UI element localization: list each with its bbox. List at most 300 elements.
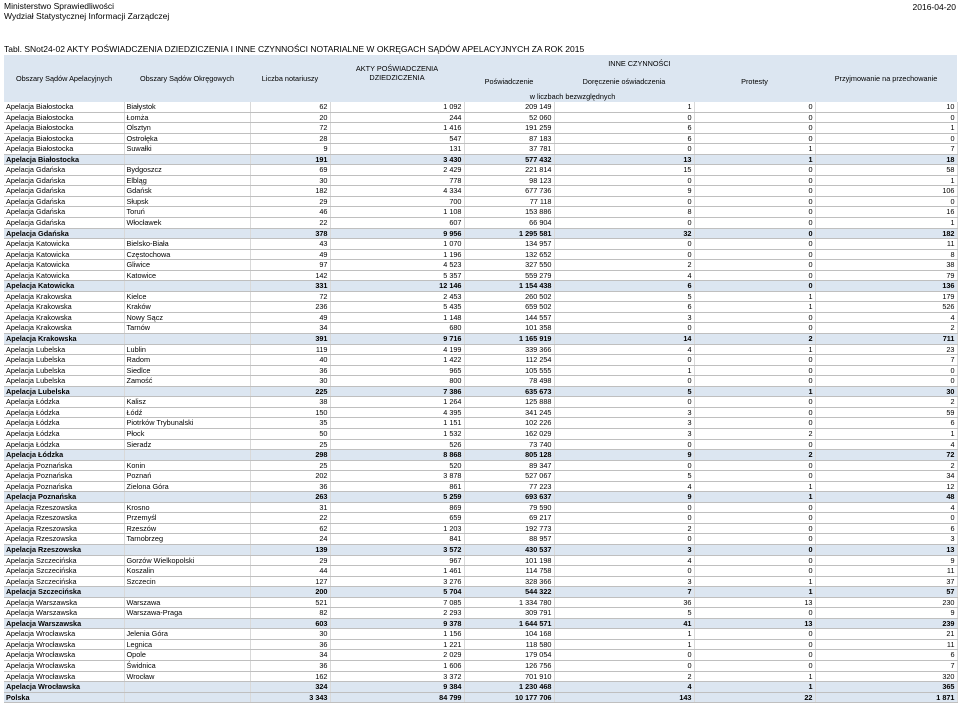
acts-cell: 5 259 xyxy=(330,492,464,503)
district-cell: Elbląg xyxy=(124,175,250,186)
notaries-cell: 200 xyxy=(250,587,330,598)
district-cell: Płock xyxy=(124,428,250,439)
protests-cell: 0 xyxy=(694,471,815,482)
protests-cell: 0 xyxy=(694,639,815,650)
protests-cell: 0 xyxy=(694,165,815,176)
deposit-cell: 182 xyxy=(815,228,957,239)
deposit-cell: 1 xyxy=(815,123,957,134)
deposit-cell: 30 xyxy=(815,386,957,397)
table-row xyxy=(4,650,957,661)
subtotal-row xyxy=(4,544,957,555)
appeal-cell: Apelacja Łódzka xyxy=(4,428,124,439)
delivery-cell: 13 xyxy=(554,154,694,165)
table-row xyxy=(4,555,957,566)
notaries-cell: 62 xyxy=(250,523,330,534)
ministry-name: Ministerstwo Sprawiedliwości xyxy=(4,1,115,11)
deposit-cell: 0 xyxy=(815,196,957,207)
deposit-cell: 72 xyxy=(815,450,957,461)
protests-cell: 0 xyxy=(694,260,815,271)
acts-cell: 1 108 xyxy=(330,207,464,218)
notaries-cell: 127 xyxy=(250,576,330,587)
district-cell: Kraków xyxy=(124,302,250,313)
delivery-cell: 3 xyxy=(554,418,694,429)
notaries-cell: 72 xyxy=(250,123,330,134)
delivery-cell: 0 xyxy=(554,112,694,123)
protests-cell: 0 xyxy=(694,502,815,513)
acts-cell: 680 xyxy=(330,323,464,334)
cert-cell: 1 295 581 xyxy=(464,228,554,239)
notaries-cell: 31 xyxy=(250,502,330,513)
deposit-cell: 48 xyxy=(815,492,957,503)
cert-cell: 52 060 xyxy=(464,112,554,123)
appeal-cell: Apelacja Lubelska xyxy=(4,365,124,376)
table-row xyxy=(4,397,957,408)
protests-cell: 0 xyxy=(694,460,815,471)
district-cell: Kielce xyxy=(124,291,250,302)
protests-cell: 2 xyxy=(694,428,815,439)
district-cell: Poznań xyxy=(124,471,250,482)
acts-cell: 800 xyxy=(330,376,464,387)
table-row xyxy=(4,249,957,260)
deposit-cell: 8 xyxy=(815,249,957,260)
appeal-cell: Apelacja Lubelska xyxy=(4,376,124,387)
acts-cell: 4 199 xyxy=(330,344,464,355)
appeal-cell: Apelacja Białostocka xyxy=(4,154,124,165)
cert-cell: 101 358 xyxy=(464,323,554,334)
cert-cell: 328 366 xyxy=(464,576,554,587)
deposit-cell: 11 xyxy=(815,239,957,250)
acts-cell: 869 xyxy=(330,502,464,513)
protests-cell: 13 xyxy=(694,597,815,608)
appeal-cell: Apelacja Katowicka xyxy=(4,270,124,281)
subtotal-row xyxy=(4,334,957,345)
deposit-cell: 37 xyxy=(815,576,957,587)
cert-cell: 544 322 xyxy=(464,587,554,598)
cert-cell: 659 502 xyxy=(464,302,554,313)
appeal-cell: Apelacja Warszawska xyxy=(4,597,124,608)
deposit-cell: 13 xyxy=(815,544,957,555)
cert-cell: 701 910 xyxy=(464,671,554,682)
cert-cell: 69 217 xyxy=(464,513,554,524)
delivery-cell: 0 xyxy=(554,660,694,671)
notaries-cell: 43 xyxy=(250,239,330,250)
col-header-acts: AKTY POŚWIADCZENIA DZIEDZICZENIA xyxy=(330,55,464,91)
cert-cell: 162 029 xyxy=(464,428,554,439)
delivery-cell: 14 xyxy=(554,334,694,345)
appeal-cell: Apelacja Gdańska xyxy=(4,186,124,197)
district-cell: Przemyśl xyxy=(124,513,250,524)
delivery-cell: 9 xyxy=(554,450,694,461)
deposit-cell: 16 xyxy=(815,207,957,218)
delivery-cell: 0 xyxy=(554,249,694,260)
notaries-cell: 35 xyxy=(250,418,330,429)
table-row xyxy=(4,344,957,355)
table-row xyxy=(4,407,957,418)
deposit-cell: 10 xyxy=(815,102,957,112)
table-row xyxy=(4,355,957,366)
delivery-cell: 0 xyxy=(554,397,694,408)
protests-cell: 0 xyxy=(694,112,815,123)
appeal-cell: Apelacja Wrocławska xyxy=(4,639,124,650)
delivery-cell: 0 xyxy=(554,439,694,450)
protests-cell: 1 xyxy=(694,492,815,503)
delivery-cell: 9 xyxy=(554,492,694,503)
notaries-cell: 25 xyxy=(250,439,330,450)
appeal-cell: Apelacja Warszawska xyxy=(4,618,124,629)
district-cell: Włocławek xyxy=(124,218,250,229)
district-cell xyxy=(124,450,250,461)
notaries-cell: 28 xyxy=(250,133,330,144)
protests-cell: 0 xyxy=(694,312,815,323)
notaries-cell: 3 343 xyxy=(250,692,330,703)
cert-cell: 179 054 xyxy=(464,650,554,661)
table-row xyxy=(4,671,957,682)
cert-cell: 1 230 468 xyxy=(464,682,554,693)
table-row xyxy=(4,418,957,429)
cert-cell: 805 128 xyxy=(464,450,554,461)
acts-cell: 1 606 xyxy=(330,660,464,671)
protests-cell: 0 xyxy=(694,629,815,640)
table-row xyxy=(4,428,957,439)
protests-cell: 1 xyxy=(694,481,815,492)
notaries-cell: 30 xyxy=(250,629,330,640)
protests-cell: 0 xyxy=(694,196,815,207)
table-row xyxy=(4,439,957,450)
district-cell: Szczecin xyxy=(124,576,250,587)
appeal-cell: Apelacja Krakowska xyxy=(4,291,124,302)
table-row xyxy=(4,112,957,123)
appeal-cell: Apelacja Poznańska xyxy=(4,481,124,492)
district-cell: Olsztyn xyxy=(124,123,250,134)
district-cell: Gorzów Wielkopolski xyxy=(124,555,250,566)
district-cell xyxy=(124,544,250,555)
delivery-cell: 143 xyxy=(554,692,694,703)
subtotal-row xyxy=(4,281,957,292)
notaries-cell: 72 xyxy=(250,291,330,302)
acts-cell: 841 xyxy=(330,534,464,545)
district-cell xyxy=(124,618,250,629)
delivery-cell: 7 xyxy=(554,587,694,598)
delivery-cell: 0 xyxy=(554,196,694,207)
table-row xyxy=(4,144,957,155)
cert-cell: 88 957 xyxy=(464,534,554,545)
table-row xyxy=(4,260,957,271)
total-row xyxy=(4,692,957,703)
notaries-cell: 391 xyxy=(250,334,330,345)
cert-cell: 1 165 919 xyxy=(464,334,554,345)
deposit-cell: 2 xyxy=(815,460,957,471)
protests-cell: 0 xyxy=(694,534,815,545)
col-header-cert: Poświadczenie xyxy=(464,71,554,91)
cert-cell: 89 347 xyxy=(464,460,554,471)
table-row xyxy=(4,207,957,218)
acts-cell: 7 386 xyxy=(330,386,464,397)
appeal-cell: Apelacja Łódzka xyxy=(4,450,124,461)
delivery-cell: 41 xyxy=(554,618,694,629)
district-cell: Rzeszów xyxy=(124,523,250,534)
acts-cell: 3 572 xyxy=(330,544,464,555)
acts-cell: 1 422 xyxy=(330,355,464,366)
appeal-cell: Apelacja Lubelska xyxy=(4,386,124,397)
acts-cell: 3 878 xyxy=(330,471,464,482)
col-header-district: Obszary Sądów Okręgowych xyxy=(124,55,250,102)
acts-cell: 2 453 xyxy=(330,291,464,302)
cert-cell: 144 557 xyxy=(464,312,554,323)
table-row xyxy=(4,376,957,387)
deposit-cell: 57 xyxy=(815,587,957,598)
deposit-cell: 0 xyxy=(815,513,957,524)
deposit-cell: 6 xyxy=(815,418,957,429)
table-row xyxy=(4,608,957,619)
acts-cell: 659 xyxy=(330,513,464,524)
appeal-cell: Apelacja Gdańska xyxy=(4,165,124,176)
delivery-cell: 1 xyxy=(554,639,694,650)
cert-cell: 559 279 xyxy=(464,270,554,281)
notaries-cell: 24 xyxy=(250,534,330,545)
deposit-cell: 11 xyxy=(815,566,957,577)
notaries-cell: 324 xyxy=(250,682,330,693)
deposit-cell: 3 xyxy=(815,534,957,545)
district-cell: Koszalin xyxy=(124,566,250,577)
appeal-cell: Apelacja Katowicka xyxy=(4,239,124,250)
delivery-cell: 0 xyxy=(554,460,694,471)
protests-cell: 0 xyxy=(694,566,815,577)
appeal-cell: Apelacja Łódzka xyxy=(4,418,124,429)
table-row xyxy=(4,186,957,197)
delivery-cell: 0 xyxy=(554,239,694,250)
district-cell: Krosno xyxy=(124,502,250,513)
table-row xyxy=(4,165,957,176)
district-cell: Konin xyxy=(124,460,250,471)
delivery-cell: 0 xyxy=(554,502,694,513)
protests-cell: 0 xyxy=(694,133,815,144)
notaries-cell: 36 xyxy=(250,660,330,671)
subtotal-row xyxy=(4,587,957,598)
acts-cell: 84 799 xyxy=(330,692,464,703)
table-row xyxy=(4,196,957,207)
acts-cell: 1 416 xyxy=(330,123,464,134)
protests-cell: 0 xyxy=(694,218,815,229)
protests-cell: 22 xyxy=(694,692,815,703)
protests-cell: 1 xyxy=(694,576,815,587)
deposit-cell: 6 xyxy=(815,650,957,661)
notaries-cell: 97 xyxy=(250,260,330,271)
appeal-cell: Apelacja Katowicka xyxy=(4,281,124,292)
cert-cell: 192 773 xyxy=(464,523,554,534)
deposit-cell: 6 xyxy=(815,523,957,534)
table-title: Tabl. SNot24-02 AKTY POŚWIADCZENIA DZIEDZICZENIA I INNE CZYNNOŚCI NOTARIALNE W OKRĘGACH SĄDÓW APELACYJNYCH ZA ROK 2015 xyxy=(4,44,585,54)
notaries-cell: 191 xyxy=(250,154,330,165)
notaries-cell: 62 xyxy=(250,102,330,112)
district-cell: Świdnica xyxy=(124,660,250,671)
table-row xyxy=(4,639,957,650)
district-cell: Katowice xyxy=(124,270,250,281)
report-date: 2016-04-20 xyxy=(912,2,956,12)
notaries-cell: 378 xyxy=(250,228,330,239)
protests-cell: 0 xyxy=(694,439,815,450)
notaries-cell: 36 xyxy=(250,481,330,492)
district-cell: Piotrków Trybunalski xyxy=(124,418,250,429)
subtotal-row xyxy=(4,228,957,239)
appeal-cell: Apelacja Gdańska xyxy=(4,196,124,207)
col-header-deposit: Przyjmowanie na przechowanie xyxy=(815,55,957,102)
delivery-cell: 1 xyxy=(554,365,694,376)
deposit-cell: 320 xyxy=(815,671,957,682)
protests-cell: 1 xyxy=(694,154,815,165)
cert-cell: 10 177 706 xyxy=(464,692,554,703)
district-cell: Sieradz xyxy=(124,439,250,450)
subtotal-row xyxy=(4,618,957,629)
cert-cell: 677 736 xyxy=(464,186,554,197)
notaries-cell: 182 xyxy=(250,186,330,197)
acts-cell: 3 372 xyxy=(330,671,464,682)
acts-cell: 131 xyxy=(330,144,464,155)
notaries-cell: 30 xyxy=(250,376,330,387)
cert-cell: 191 259 xyxy=(464,123,554,134)
appeal-cell: Apelacja Gdańska xyxy=(4,207,124,218)
protests-cell: 0 xyxy=(694,186,815,197)
protests-cell: 0 xyxy=(694,650,815,661)
district-cell: Tarnobrzeg xyxy=(124,534,250,545)
delivery-cell: 2 xyxy=(554,260,694,271)
notaries-cell: 36 xyxy=(250,365,330,376)
protests-cell: 0 xyxy=(694,544,815,555)
district-cell xyxy=(124,692,250,703)
protests-cell: 1 xyxy=(694,386,815,397)
cert-cell: 209 149 xyxy=(464,102,554,112)
acts-cell: 4 334 xyxy=(330,186,464,197)
district-cell: Białystok xyxy=(124,102,250,112)
delivery-cell: 4 xyxy=(554,270,694,281)
subtotal-row xyxy=(4,682,957,693)
appeal-cell: Apelacja Szczecińska xyxy=(4,555,124,566)
notaries-cell: 119 xyxy=(250,344,330,355)
delivery-cell: 0 xyxy=(554,218,694,229)
notaries-cell: 22 xyxy=(250,513,330,524)
cert-cell: 98 123 xyxy=(464,175,554,186)
appeal-cell: Apelacja Lubelska xyxy=(4,355,124,366)
delivery-cell: 3 xyxy=(554,407,694,418)
district-cell: Legnica xyxy=(124,639,250,650)
appeal-cell: Apelacja Szczecińska xyxy=(4,576,124,587)
district-cell: Częstochowa xyxy=(124,249,250,260)
cert-cell: 693 637 xyxy=(464,492,554,503)
deposit-cell: 0 xyxy=(815,365,957,376)
cert-cell: 77 223 xyxy=(464,481,554,492)
table-row xyxy=(4,660,957,671)
delivery-cell: 6 xyxy=(554,133,694,144)
acts-cell: 9 378 xyxy=(330,618,464,629)
protests-cell: 0 xyxy=(694,281,815,292)
appeal-cell: Apelacja Rzeszowska xyxy=(4,502,124,513)
subtotal-row xyxy=(4,154,957,165)
protests-cell: 2 xyxy=(694,334,815,345)
appeal-cell: Apelacja Krakowska xyxy=(4,334,124,345)
deposit-cell: 4 xyxy=(815,312,957,323)
district-cell xyxy=(124,154,250,165)
protests-cell: 0 xyxy=(694,365,815,376)
subtotal-row xyxy=(4,450,957,461)
appeal-cell: Apelacja Szczecińska xyxy=(4,587,124,598)
district-cell: Gliwice xyxy=(124,260,250,271)
notaries-cell: 22 xyxy=(250,218,330,229)
district-cell xyxy=(124,682,250,693)
table-row xyxy=(4,513,957,524)
deposit-cell: 239 xyxy=(815,618,957,629)
cert-cell: 339 366 xyxy=(464,344,554,355)
deposit-cell: 59 xyxy=(815,407,957,418)
appeal-cell: Apelacja Wrocławska xyxy=(4,671,124,682)
acts-cell: 4 395 xyxy=(330,407,464,418)
delivery-cell: 0 xyxy=(554,566,694,577)
delivery-cell: 5 xyxy=(554,386,694,397)
cert-cell: 78 498 xyxy=(464,376,554,387)
deposit-cell: 1 871 xyxy=(815,692,957,703)
appeal-cell: Polska xyxy=(4,692,124,703)
cert-cell: 134 957 xyxy=(464,239,554,250)
acts-cell: 2 429 xyxy=(330,165,464,176)
protests-cell: 0 xyxy=(694,418,815,429)
delivery-cell: 5 xyxy=(554,608,694,619)
acts-cell: 1 092 xyxy=(330,102,464,112)
appeal-cell: Apelacja Katowicka xyxy=(4,249,124,260)
table-row xyxy=(4,502,957,513)
notaries-cell: 49 xyxy=(250,312,330,323)
district-cell: Bydgoszcz xyxy=(124,165,250,176)
deposit-cell: 79 xyxy=(815,270,957,281)
appeal-cell: Apelacja Rzeszowska xyxy=(4,544,124,555)
notaries-cell: 40 xyxy=(250,355,330,366)
table-row xyxy=(4,175,957,186)
appeal-cell: Apelacja Łódzka xyxy=(4,407,124,418)
protests-cell: 0 xyxy=(694,228,815,239)
table-row xyxy=(4,218,957,229)
district-cell: Suwałki xyxy=(124,144,250,155)
cert-cell: 327 550 xyxy=(464,260,554,271)
cert-cell: 118 580 xyxy=(464,639,554,650)
table-row xyxy=(4,365,957,376)
delivery-cell: 4 xyxy=(554,682,694,693)
notaries-cell: 36 xyxy=(250,639,330,650)
notarial-acts-table xyxy=(4,55,958,703)
notaries-cell: 82 xyxy=(250,608,330,619)
delivery-cell: 5 xyxy=(554,471,694,482)
notaries-cell: 9 xyxy=(250,144,330,155)
subtotal-row xyxy=(4,492,957,503)
appeal-cell: Apelacja Białostocka xyxy=(4,123,124,134)
notaries-cell: 142 xyxy=(250,270,330,281)
district-cell: Łomża xyxy=(124,112,250,123)
cert-cell: 577 432 xyxy=(464,154,554,165)
acts-cell: 1 203 xyxy=(330,523,464,534)
protests-cell: 0 xyxy=(694,123,815,134)
delivery-cell: 8 xyxy=(554,207,694,218)
notaries-cell: 34 xyxy=(250,650,330,661)
acts-cell: 8 868 xyxy=(330,450,464,461)
deposit-cell: 7 xyxy=(815,355,957,366)
acts-cell: 965 xyxy=(330,365,464,376)
notaries-cell: 29 xyxy=(250,555,330,566)
acts-cell: 520 xyxy=(330,460,464,471)
cert-cell: 1 154 438 xyxy=(464,281,554,292)
delivery-cell: 3 xyxy=(554,544,694,555)
protests-cell: 0 xyxy=(694,323,815,334)
deposit-cell: 0 xyxy=(815,133,957,144)
delivery-cell: 3 xyxy=(554,576,694,587)
acts-cell: 244 xyxy=(330,112,464,123)
acts-cell: 1 264 xyxy=(330,397,464,408)
delivery-cell: 0 xyxy=(554,175,694,186)
